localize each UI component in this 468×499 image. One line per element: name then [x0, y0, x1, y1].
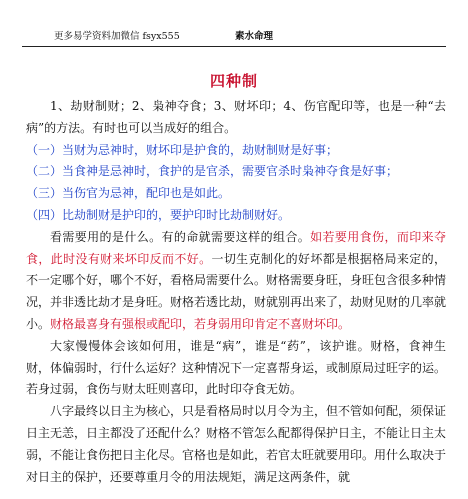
paragraph-day-master: 八字最终以日主为核心，只是看格局时以月令为主，但不管如何配，须保证日主无恙，日主都没了还配什么？财格不管怎么配都得保护日主，不能让日主太弱，不能让食伤把日主化尽。官格也是如此，若官太旺就要用印。用什么取决于对日主的保护，还要尊重月令的用法规矩，满足这两条件，就 [26, 404, 447, 484]
usage-text-a: 看需要用的是什么。有的命就需要这样的组合。 [50, 229, 311, 244]
header-right-text: 素水命理 [235, 31, 274, 42]
usage-highlight-b: 如若要用食伤，而印来夺食，此时没有财来坏印反而不好。 [26, 229, 446, 266]
usage-highlight-d: 财格最喜身有强根或配印，若身弱用印肯定不喜财坏印。 [50, 316, 351, 331]
list-item-2: （二）当食神是忌神时，食护的是官杀，需要官杀时枭神夺食是好事； [26, 164, 399, 179]
page-header [22, 30, 446, 47]
list-item-1: （一）当财为忌神时，财坏印是护食的，劫财制财是好事； [26, 142, 339, 157]
usage-text-c: 一切生克制化的好坏都是根据格局来定的，不一定哪个好，哪个不好，看格局需要什么。财格需要身旺，身旺包含很多种情况，并非透比劫才是身旺。财格若透比劫，财就别再出来了，劫财见财的几率就小。 [26, 251, 447, 331]
list-item-4: （四）比劫制财是护印的，要护印时比劫制财好。 [26, 207, 291, 222]
list-item-3: （三）当伤官为忌神，配印也是如此。 [26, 186, 231, 201]
paragraph-usage [26, 227, 446, 336]
paragraph-disease-medicine: 大家慢慢体会该如何用，谁是“病”，谁是“药”，该护谁。财格，食神生财，体偏弱时，行什么运好？这种情况下一定喜帮身运，或制原局过旺字的运。若身过弱，食伤与财太旺则喜印，此时印夺食无妨。 [26, 338, 447, 397]
section-title: 四种制 [209, 72, 258, 90]
document-body [26, 96, 446, 488]
header-left-text: 更多易学资料加微信 fsyx555 [54, 31, 180, 42]
intro-paragraph: 1、劫财制财；2、枭神夺食；3、财坏印；4、伤官配印等，也是一种“去病”的方法。有时也可以当成好的组合。 [26, 99, 446, 135]
